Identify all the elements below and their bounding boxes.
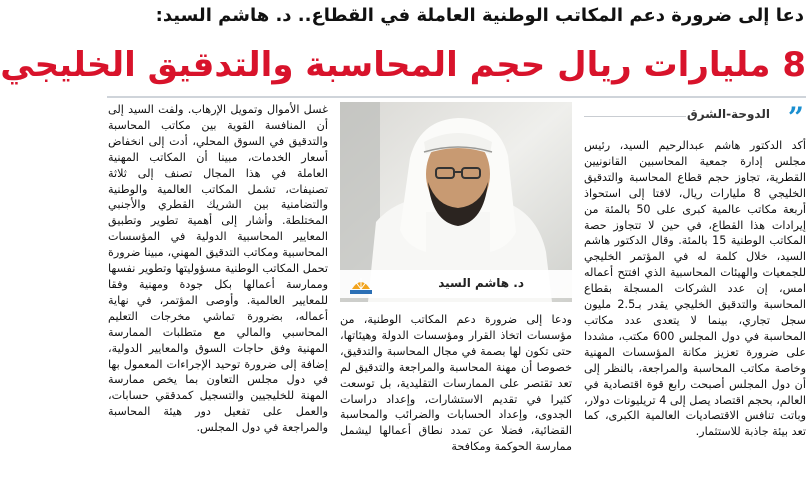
article-column-left xyxy=(108,102,328,488)
article-paragraph: ودعا إلى ضرورة دعم المكاتب الوطنية، من مؤسسات اتخاذ القرار ومؤسسات الدولة وهيئاتها، حتى تكون لها بصمة في مجال المحاسبة والتدقيق، خصوصا أن مهنة المحاسبة والمراجعة والتدقيق لم تعد تقتصر على الممارسات التقليدية، بل توسعت كثيرا في تقديم الاستشارات، وإعداد دراسات الجدوى، وإعداد الحسابات والضرائب والمحاسبة القضائية، فضلا عن تمدد نطاق أعمالها ليشمل ممارسة الحوكمة ومكافحة xyxy=(340,313,572,454)
quote-icon: ” xyxy=(787,101,804,134)
article-headline: 8 مليارات ريال حجم المحاسبة والتدقيق الخليجي xyxy=(0,45,806,85)
article-paragraph: غسل الأموال وتمويل الإرهاب. ولفت السيد إلى أن المنافسة القوية بين مكاتب المحاسبة والتدقيق في السوق المحلي، أدت إلى انخفاض أسعار الخدمات، مبينا أن المكاتب المهنية العاملة في هذا المجال تصنف إلى ثلاثة تصنيفات، تشمل المكاتب العالمية والوطنية والتضامنية بين الشريك القطري والأجنبي المختلطة. وأشار إلى أهمية تطوير وتطبيق المعايير المحاسبية الدولية في المؤسسات المحاسبية ومكاتب التدقيق المهني، مبينا ضرورة تحمل المكاتب الوطنية مسؤوليتها وتطوير نفسها وممارسة أعمالها بكل جودة ومهنية وفقا للمعايير العالمية. وأوصى المؤتمر، في نهاية أعماله، بضرورة تماشي مخرجات التعليم المحاسبي والمالي مع متطلبات الممارسة المهنية وفق حاجات السوق والمعايير الدولية، إضافة إلى ضرورة توحيد الإجراءات المعمول بها في دول مجلس التعاون بما يخص ممارسة المهنة للخليجيين والتسجيل كمدققي حسابات، والعمل على تفعيل دور هيئة المحاسبة والمراجعة في دول المجلس. xyxy=(108,103,328,435)
article-paragraph: أكد الدكتور هاشم عبدالرحيم السيد، رئيس مجلس إدارة جمعية المحاسبين القانونيين القطرية، تجاوز حجم قطاع المحاسبة والتدقيق الخليجي 8 مليارات ريال، لافتا إلى استحواذ أربعة مكاتب عالمية كبرى على 50 بالمئة من إيرادات هذا القطاع، في حين لا تتجاوز حصة المكاتب الوطنية 15 بالمئة. وقال الدكتور هاشم السيد، خلال كلمة له في المؤتمر الخليجي للجمعيات والهيئات المحاسبية الذي افتتح أعماله امس، إن عدد الشركات المسجلة بقطاع المحاسبة والتدقيق الخليجي يقدر بـ2.5 مليون سجل تجاري، بينما لا يتعدى عدد مكاتب المحاسبة في دول المجلس 600 مكتب، مشددا على ضرورة تعزيز مكانة المؤسسات المهنية وخاصة مكاتب المحاسبة والمراجعة، بالنظر إلى أن دول المجلس أصبحت رابع قوة اقتصادية في العالم، بحجم اقتصاد يصل إلى 4 تريليونات دولار، وباتت تنافس الاقتصاديات العالمية الكبرى، كما تعد بيئة جاذبة للاستثمار. xyxy=(584,139,806,439)
article-column-right xyxy=(584,138,806,488)
byline-divider xyxy=(584,116,686,117)
article-column-middle xyxy=(340,312,572,488)
byline xyxy=(584,101,806,134)
article-kicker: دعا إلى ضرورة دعم المكاتب الوطنية العاملة في القطاع.. د. هاشم السيد: xyxy=(155,5,804,26)
photo-caption-bar xyxy=(340,270,572,298)
newspaper-logo-icon xyxy=(348,273,374,295)
photo-caption: د. هاشم السيد xyxy=(438,276,524,290)
headline-divider xyxy=(107,96,806,98)
source-label: الدوحة-الشرق xyxy=(687,107,770,121)
